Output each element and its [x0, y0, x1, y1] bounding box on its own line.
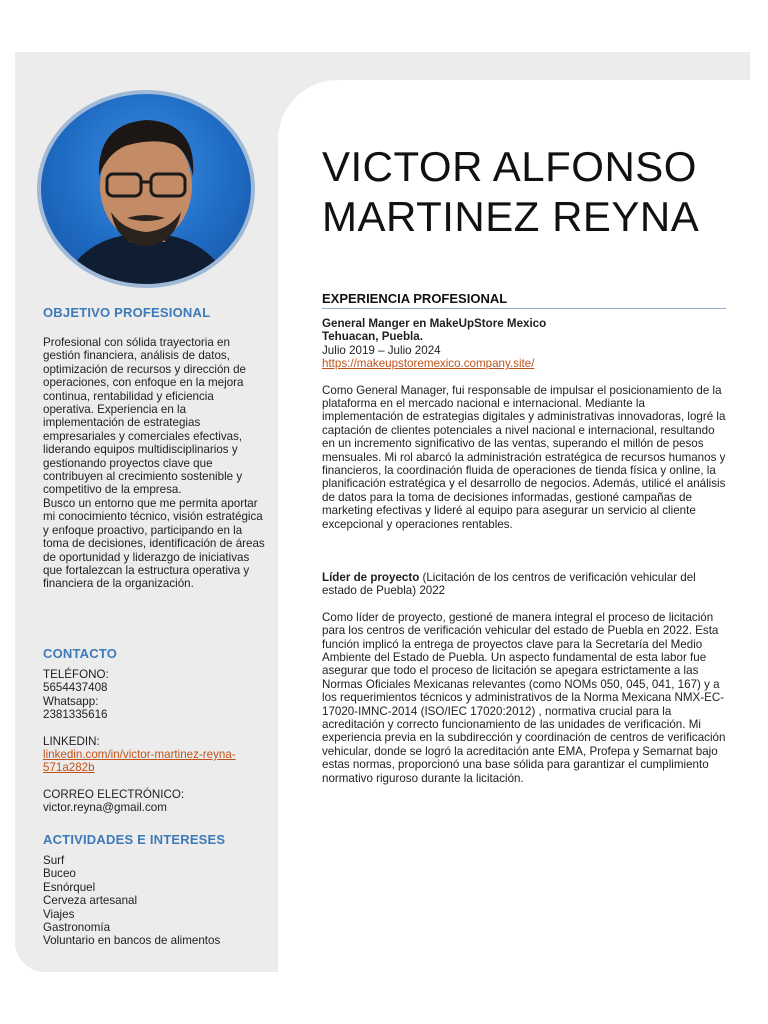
- interests-heading: ACTIVIDADES E INTERESES: [43, 832, 226, 847]
- candidate-name: [322, 142, 752, 242]
- interest-item: Esnórquel: [43, 880, 96, 894]
- job-title: General Manger en MakeUpStore Mexico: [322, 317, 547, 330]
- job-subtitle: (Licitación de los centros de verificación vehicular del estado de Puebla) 2022: [322, 571, 696, 598]
- email-value: victor.reyna@gmail.com: [43, 801, 167, 815]
- linkedin-link-line1[interactable]: linkedin.com/in/victor-martinez-reyna-: [43, 748, 236, 762]
- section-divider: [322, 308, 726, 309]
- interest-item: Viajes: [43, 907, 75, 921]
- job-description: Como líder de proyecto, gestioné de manera integral el proceso de licitación para los centros de verificación vehicular del estado de Puebla en 2022. Esta función implicó la entrega de proyectos clave para la Secretaría del Medio Ambiente del Estado de Puebla. Un aspecto fundamental de esta labor fue asegurar que todo el proceso de licitación se apegara estrictamente a las Normas Oficiales Mexicanas relevantes (como NOMs 050, 045, 041, 167) y a los requerimientos técnicos y administrativos de la Norma Mexicana NMX-EC-17020-IMNC-2014 (ISO/IEC 17020:2012) , normativa crucial para la acreditación y correcto funcionamiento de las unidades de verificación. Mi experiencia previa en la subdirección y coordinación de centros de verificación vehicular, donde se logró la acreditación ante EMA, Profepa y Semarnat bajo estas normas, proporcionó una base sólida para garantizar el cumplimiento normativo riguroso durante la licitación.: [322, 610, 726, 785]
- phone-value: 5654437408: [43, 681, 108, 695]
- job-title: Líder de proyecto: [322, 571, 420, 584]
- interest-item: Gastronomía: [43, 921, 111, 935]
- company-url-link[interactable]: https://makeupstoremexico.company.site/: [322, 357, 535, 371]
- email-label: CORREO ELECTRÓNICO:: [43, 787, 185, 801]
- portrait-illustration: [41, 94, 251, 284]
- interest-item: Surf: [43, 854, 65, 867]
- objective-heading: OBJETIVO PROFESIONAL: [43, 305, 211, 320]
- experience-heading: EXPERIENCIA PROFESIONAL: [322, 291, 508, 306]
- objective-paragraph: Profesional con sólida trayectoria en gestión financiera, análisis de datos, optimización de recursos y dirección de operaciones, con enfoque en la mejora continua, rentabilidad y eficiencia operativa. Experiencia en la implementación de estrategias empresariales y comerciales efectivas, liderando equipos multidisciplinarios y gestionando proyectos clave que contribuyen al crecimiento sostenible y competitivo de la empresa.: [43, 336, 246, 497]
- interest-item: Voluntario en bancos de alimentos: [43, 934, 221, 948]
- interest-item: Cerveza artesanal: [43, 894, 138, 908]
- profile-photo: [41, 94, 251, 284]
- name-line-2: MARTINEZ REYNA: [322, 193, 700, 240]
- name-line-1: VICTOR ALFONSO: [322, 143, 697, 190]
- whatsapp-value: 2381335616: [43, 708, 108, 722]
- whatsapp-label: Whatsapp:: [43, 694, 99, 708]
- contact-section: [43, 668, 265, 815]
- interests-list: [43, 854, 265, 948]
- job-location: Tehuacan, Puebla.: [322, 330, 423, 344]
- objective-paragraph: Busco un entorno que me permita aportar mi conocimiento técnico, visión estratégica y enfoque proactivo, participando en la toma de decisiones, identificación de áreas de oportunidad y liderazgo de iniciativas que fortalezcan la estructura operativa y financiera de la organización.: [43, 496, 265, 591]
- job-dates: Julio 2019 – Julio 2024: [322, 343, 441, 357]
- job-entry-1: [322, 317, 726, 531]
- job-entry-2: [322, 571, 726, 785]
- job-description: Como General Manager, fui responsable de impulsar el posicionamiento de la plataforma en el mercado nacional e internacional. Mediante la implementación de estrategias digitales y administrativas innovadoras, logré la captación de clientes potenciales a nivel nacional e internacional, resultando en un incremento significativo de las ventas, superando el millón de pesos mensuales. Mi rol abarcó la administración estratégica de recursos humanos y financieros, la coordinación fluida de operaciones de tienda física y online, la planificación estratégica y el desarrollo de negocios. Además, utilicé el análisis de datos para la toma de decisiones informadas, gestioné campañas de marketing efectivas y lideré al equipo para asegurar un servicio al cliente excepcional y operaciones rentables.: [322, 383, 726, 531]
- linkedin-link-line2[interactable]: 571a282b: [43, 761, 95, 775]
- interest-item: Buceo: [43, 867, 76, 881]
- linkedin-label: LINKEDIN:: [43, 734, 100, 748]
- phone-label: TELÉFONO:: [43, 668, 109, 681]
- linkedin-link[interactable]: [43, 748, 265, 775]
- job-heading-line: [322, 571, 726, 598]
- contact-heading: CONTACTO: [43, 646, 118, 661]
- objective-section: [43, 336, 265, 591]
